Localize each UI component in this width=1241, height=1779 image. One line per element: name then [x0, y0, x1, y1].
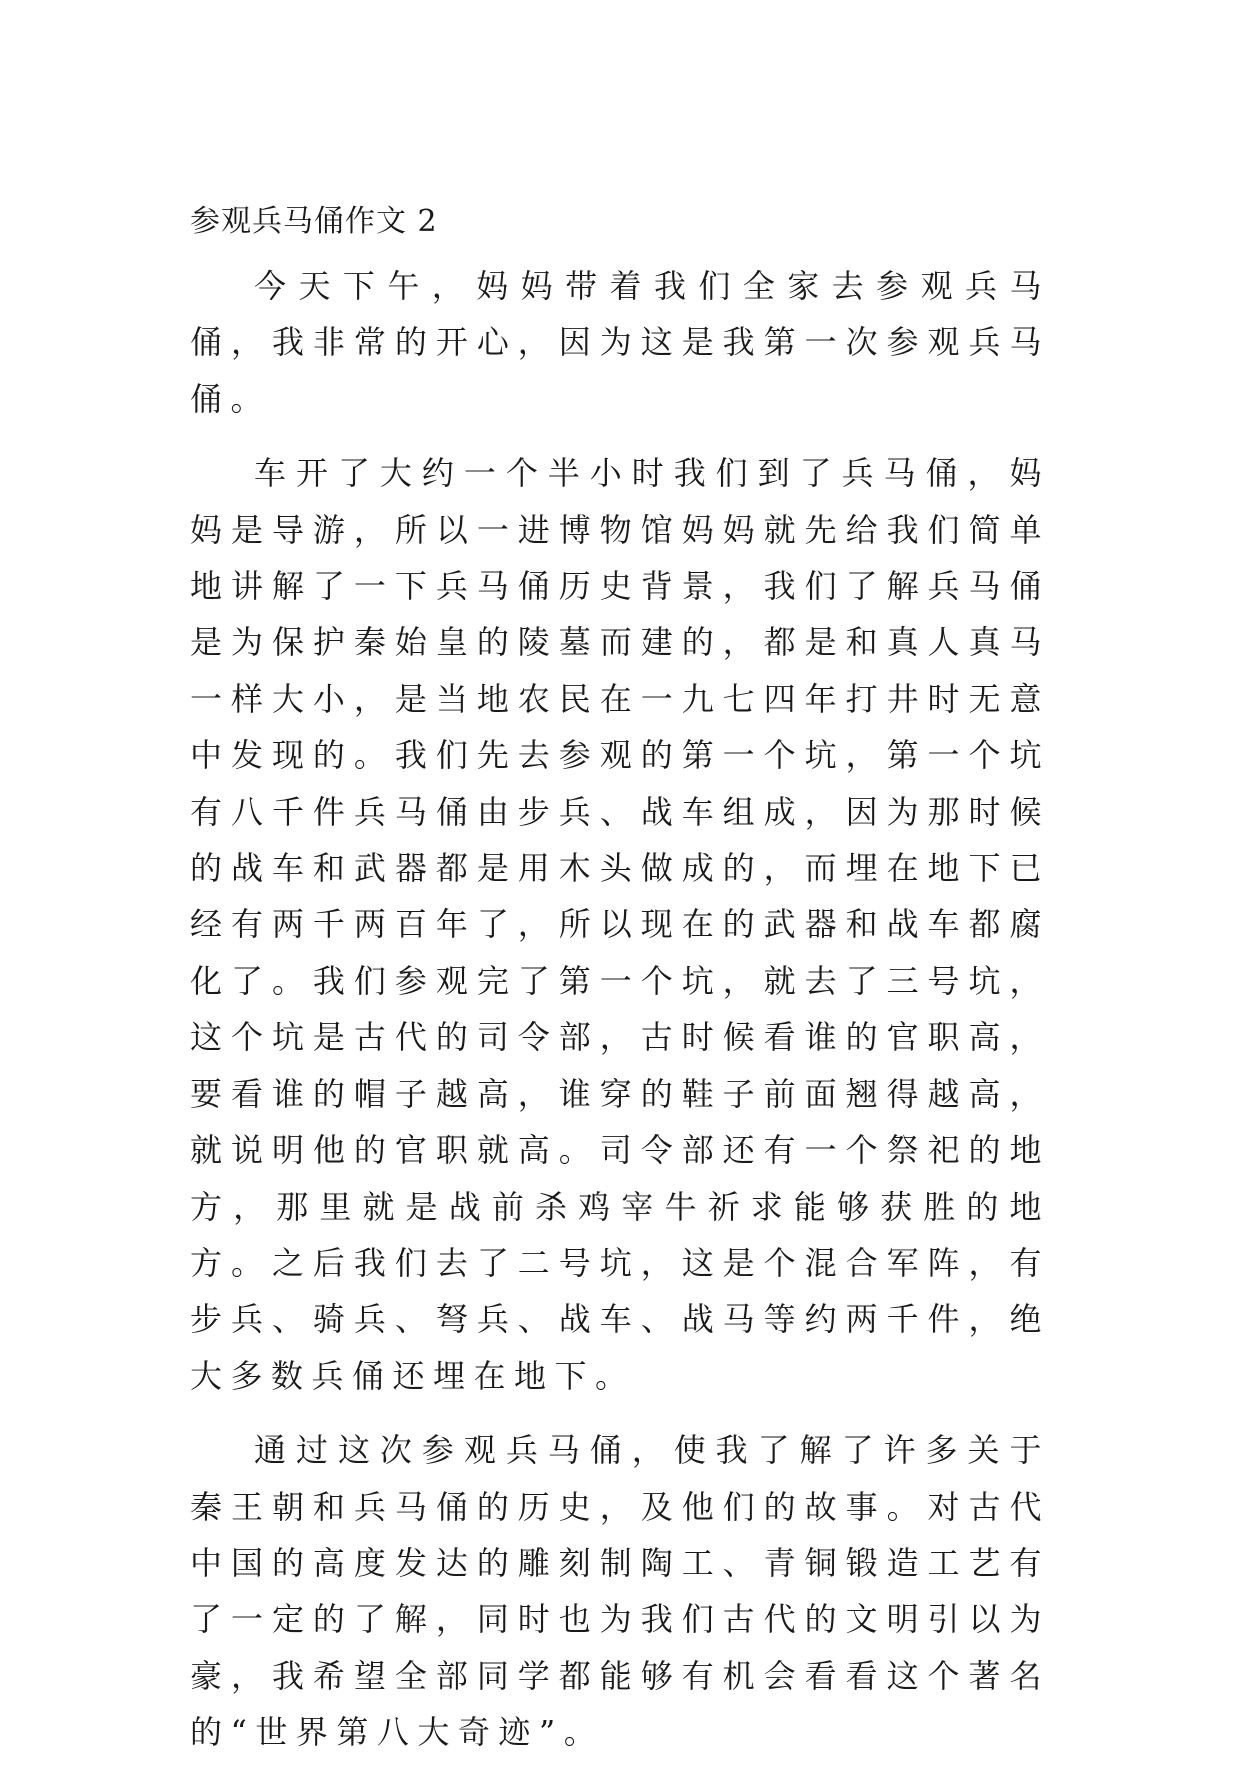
document-title: 参观兵马俑作文 2 — [190, 204, 438, 239]
paragraph-conclusion: 通过这次参观兵马俑，使我了解了许多关于秦王朝和兵马俑的历史，及他们的故事。对古代中国的高度发达的雕刻制陶工、青铜锻造工艺有了一定的了解，同时也为我们古代的文明引以为豪，我希望全部同学都能够有机会看看这个著名的“世界第八大奇迹”。 — [190, 1431, 1050, 1752]
document-body — [190, 196, 1050, 1779]
paragraph-intro: 今天下午，妈妈带着我们全家去参观兵马俑，我非常的开心，因为这是我第一次参观兵马俑。 — [190, 267, 1050, 418]
paragraph-visit: 车开了大约一个半小时我们到了兵马俑，妈妈是导游，所以一进博物馆妈妈就先给我们简单地讲解了一下兵马俑历史背景，我们了解兵马俑是为保护秦始皇的陵墓而建的，都是和真人真马一样大小，是当地农民在一九七四年打井时无意中发现的。我们先去参观的第一个坑，第一个坑有八千件兵马俑由步兵、战车组成，因为那时候的战车和武器都是用木头做成的，而埋在地下已经有两千两百年了，所以现在的武器和战车都腐化了。我们参观完了第一个坑，就去了三号坑，这个坑是古代的司令部，古时候看谁的官职高，要看谁的帽子越高，谁穿的鞋子前面翘得越高，就说明他的官职就高。司令部还有一个祭祀的地方，那里就是战前杀鸡宰牛祈求能够获胜的地方。之后我们去了二号坑，这是个混合军阵，有步兵、骑兵、弩兵、战车、战马等约两千件，绝大多数兵俑还埋在地下。 — [190, 454, 1050, 1395]
